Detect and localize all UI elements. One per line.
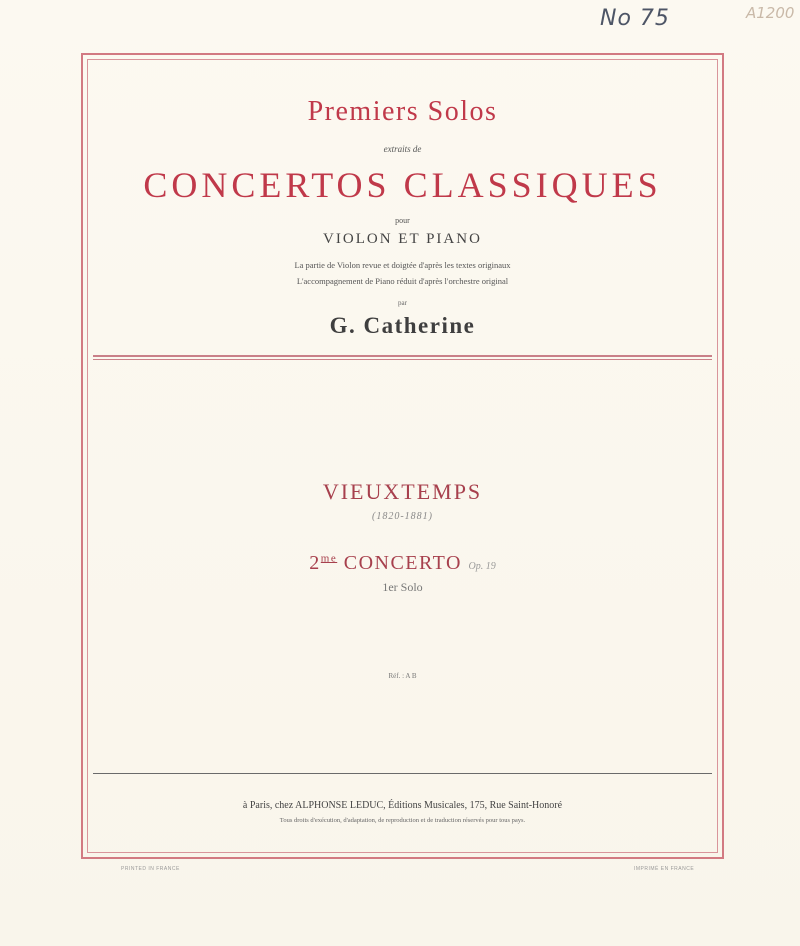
- work-title: [87, 552, 718, 575]
- series-title: Premiers Solos: [307, 96, 498, 127]
- publisher-line: à Paris, chez ALPHONSE LEDUC, Éditions Musicales, 175, Rue Saint-Honoré: [242, 800, 563, 811]
- rights-notice: Tous droits d'exécution, d'adaptation, de reproduction et de traduction réservés pour tous pays.: [279, 817, 526, 824]
- pour-label: pour: [395, 216, 410, 225]
- work-ordinal-suffix: me: [320, 552, 338, 565]
- handwritten-number: No 75: [600, 6, 670, 31]
- reference-code: Réf. : A B: [388, 672, 417, 680]
- composer-dates: (1820-1881): [372, 511, 433, 522]
- footer-divider: [93, 773, 712, 774]
- solo-label: 1er Solo: [382, 580, 423, 594]
- par-label: par: [398, 299, 407, 307]
- instrument-label: VIOLON ET PIANO: [323, 231, 482, 247]
- main-title: CONCERTOS CLASSIQUES: [143, 165, 662, 205]
- work-name: CONCERTO: [343, 552, 462, 574]
- opus-number: Op. 19: [468, 561, 496, 572]
- piano-note: L'accompagnement de Piano réduit d'après l'orchestre original: [296, 276, 509, 286]
- composer-name: VIEUXTEMPS: [322, 479, 483, 504]
- printed-in-france-right: IMPRIMÉ EN FRANCE: [634, 866, 695, 872]
- printed-in-france-left: PRINTED IN FRANCE: [121, 866, 180, 872]
- header-divider: [93, 355, 712, 357]
- work-ordinal: 2: [309, 552, 321, 574]
- arranger-name: G. Catherine: [329, 313, 476, 338]
- header-divider-secondary: [93, 359, 712, 360]
- extraits-label: extraits de: [383, 144, 422, 154]
- pencil-mark: A1200: [746, 4, 795, 22]
- violin-note: La partie de Violon revue et doigtée d'après les textes originaux: [294, 260, 511, 270]
